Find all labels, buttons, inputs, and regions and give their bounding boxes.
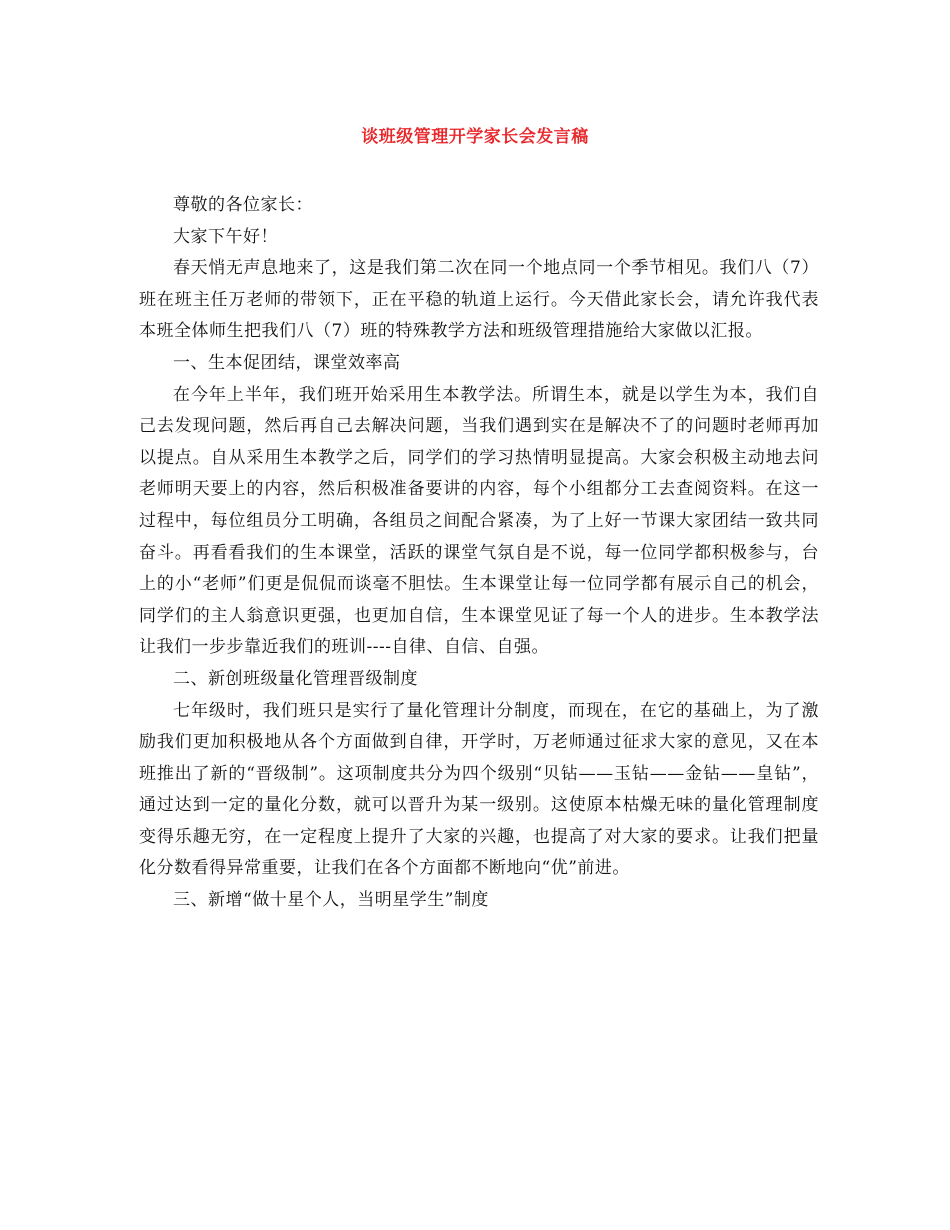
section-heading-2: 二、新创班级量化管理晋级制度: [173, 668, 418, 689]
document-body: [139, 190, 819, 917]
salutation: 尊敬的各位家长：: [173, 195, 313, 215]
section-heading-3: 三、新增“做十星个人，当明星学生”制度: [173, 890, 489, 911]
section-heading-1: 一、生本促团结，课堂效率高: [173, 352, 401, 373]
document-title: 谈班级管理开学家长会发言稿: [361, 127, 589, 147]
greeting: 大家下午好！: [173, 226, 278, 247]
section-2-paragraph: 七年级时，我们班只是实行了量化管理计分制度，而现在，在它的基础上，为了激励我们更加积极地从各个方面做到自律，开学时，万老师通过征求大家的意见，又在本班推出了新的“晋级制”。这项制度共分为四个级别“贝钻——玉钻——金钻——皇钻”，通过达到一定的量化分数，就可以晋升为某一级别。这使原本枯燥无味的量化管理制度变得乐趣无穷，在一定程度上提升了大家的兴趣，也提高了对大家的要求。让我们把量化分数看得异常重要，让我们在各个方面都不断地向“优”前进。: [139, 700, 819, 879]
section-1-paragraph: 在今年上半年，我们班开始采用生本教学法。所谓生本，就是以学生为本，我们自己去发现问题，然后再自己去解决问题，当我们遇到实在是解决不了的问题时老师再加以提点。自从采用生本教学之后，同学们的学习热情明显提高。大家会积极主动地去问老师明天要上的内容，然后积极准备要讲的内容，每个小组都分工去查阅资料。在这一过程中，每位组员分工明确，各组员之间配合紧凑，为了上好一节课大家团结一致共同奋斗。再看看我们的生本课堂，活跃的课堂气氛自是不说，每一位同学都积极参与，台上的小“老师”们更是侃侃而谈毫不胆怯。生本课堂让每一位同学都有展示自己的机会，同学们的主人翁意识更强，也更加自信，生本课堂见证了每一个人的进步。生本教学法让我们一步步靠近我们的班训----自律、自信、自强。: [139, 384, 819, 658]
intro-paragraph: 春天悄无声息地来了，这是我们第二次在同一个地点同一个季节相见。我们八（7）班在班主任万老师的带领下，正在平稳的轨道上运行。今天借此家长会，请允许我代表本班全体师生把我们八（7）班的特殊教学方法和班级管理措施给大家做以汇报。: [139, 258, 819, 342]
